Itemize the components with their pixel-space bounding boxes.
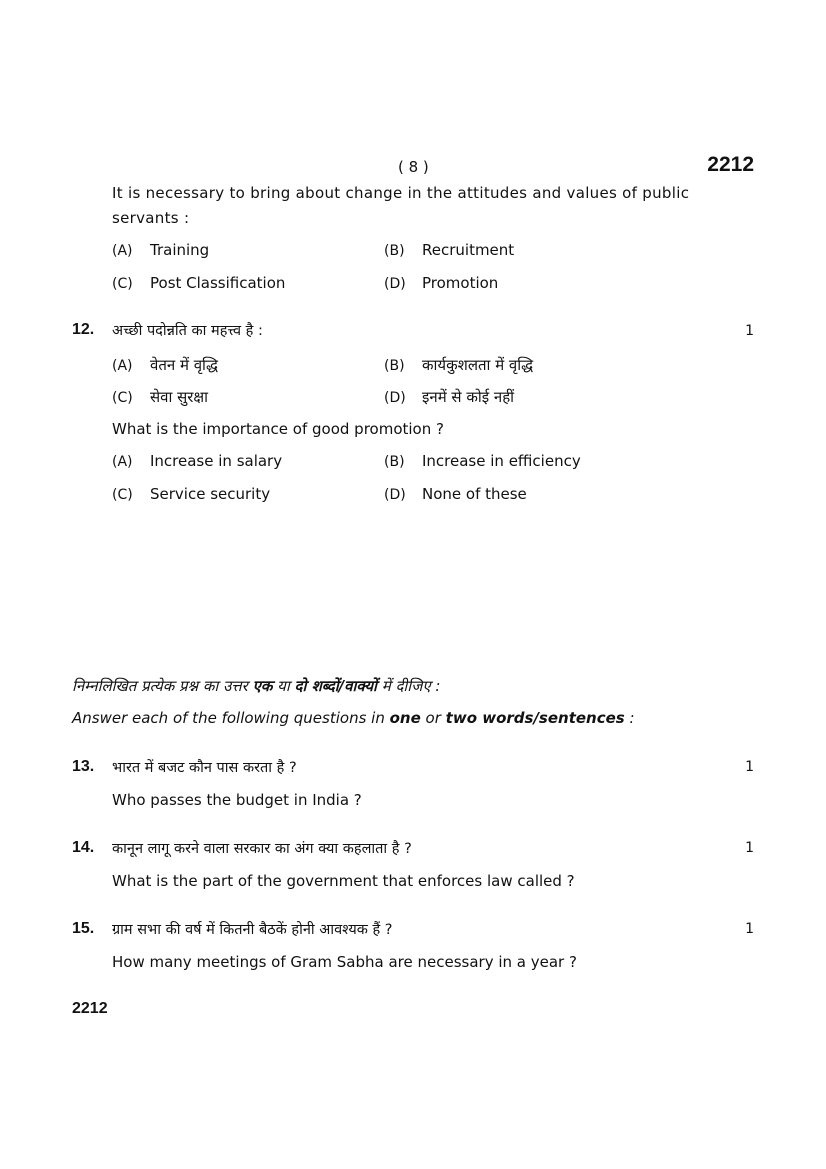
- instruction-hindi-pre: निम्नलिखित प्रत्येक प्रश्न का उत्तर: [72, 677, 253, 695]
- instruction-english-bold2: two words/sentences: [445, 709, 625, 727]
- q12-hindi-option-a: [112, 355, 218, 375]
- paper-code-footer: 2212: [72, 1000, 108, 1017]
- q11-option-c: [112, 274, 285, 292]
- q12-hindi-option-b: [384, 355, 533, 375]
- option-text: Recruitment: [422, 241, 515, 259]
- q11-text-line2: servants :: [112, 209, 190, 227]
- option-label: (C): [112, 487, 133, 503]
- option-text: Increase in salary: [150, 452, 283, 470]
- option-text: Service security: [150, 485, 271, 503]
- q14-number: 14.: [72, 839, 95, 856]
- option-text: None of these: [422, 485, 527, 503]
- option-label: (D): [384, 390, 406, 406]
- option-label: (C): [112, 276, 133, 292]
- option-label: (D): [384, 276, 406, 292]
- q12-marks: 1: [745, 323, 754, 339]
- option-label: (A): [112, 358, 133, 374]
- q14-hindi-text: कानून लागू करने वाला सरकार का अंग क्या कहलाता है ?: [112, 841, 412, 857]
- page-number: ( 8 ): [398, 158, 429, 176]
- option-label: (B): [384, 454, 405, 470]
- option-text: Increase in efficiency: [422, 452, 581, 470]
- instruction-english-bold1: one: [389, 709, 421, 727]
- paper-code-header: 2212: [707, 153, 754, 176]
- option-text: इनमें से कोई नहीं: [422, 388, 515, 406]
- instruction-hindi: [72, 676, 440, 696]
- instruction-hindi-post: में दीजिए :: [376, 677, 441, 695]
- option-label: (B): [384, 243, 405, 259]
- instruction-hindi-mid: या: [272, 677, 295, 695]
- q12-hindi-option-d: [384, 387, 514, 407]
- q12-english-text: What is the importance of good promotion ?: [112, 420, 444, 438]
- q13-number: 13.: [72, 758, 95, 775]
- option-label: (A): [112, 454, 133, 470]
- option-label: (A): [112, 243, 133, 259]
- q12-hindi-option-c: [112, 387, 208, 407]
- instruction-english-post: :: [624, 709, 635, 727]
- instruction-english-mid: or: [420, 709, 446, 727]
- q11-option-b: [384, 241, 514, 259]
- option-text: कार्यकुशलता में वृद्धि: [422, 356, 534, 374]
- q15-english-text: How many meetings of Gram Sabha are necessary in a year ?: [112, 953, 577, 971]
- option-label: (C): [112, 390, 133, 406]
- q12-hindi-text: अच्छी पदोन्नति का महत्त्व है :: [112, 323, 263, 339]
- q12-option-c: [112, 485, 270, 503]
- instruction-hindi-bold1: एक: [252, 677, 273, 695]
- q15-number: 15.: [72, 920, 95, 937]
- option-text: Promotion: [422, 274, 499, 292]
- q12-option-d: [384, 485, 527, 503]
- q14-english-text: What is the part of the government that enforces law called ?: [112, 872, 575, 890]
- q11-text-line1: It is necessary to bring about change in the attitudes and values of public: [112, 184, 690, 202]
- q12-number: 12.: [72, 321, 95, 338]
- instruction-english: [72, 709, 635, 727]
- q11-option-d: [384, 274, 498, 292]
- q13-hindi-text: भारत में बजट कौन पास करता है ?: [112, 760, 297, 776]
- option-text: वेतन में वृद्धि: [150, 356, 218, 374]
- instruction-english-pre: Answer each of the following questions in: [72, 709, 390, 727]
- option-label: (D): [384, 487, 406, 503]
- q13-marks: 1: [745, 759, 754, 775]
- option-text: सेवा सुरक्षा: [150, 388, 209, 406]
- q12-option-b: [384, 452, 581, 470]
- option-label: (B): [384, 358, 405, 374]
- option-text: Training: [150, 241, 210, 259]
- option-text: Post Classification: [150, 274, 286, 292]
- q12-option-a: [112, 452, 282, 470]
- q13-english-text: Who passes the budget in India ?: [112, 791, 362, 809]
- instruction-hindi-bold2: दो शब्दों/वाक्यों: [294, 677, 377, 695]
- q11-option-a: [112, 241, 209, 259]
- q14-marks: 1: [745, 840, 754, 856]
- q15-marks: 1: [745, 921, 754, 937]
- q15-hindi-text: ग्राम सभा की वर्ष में कितनी बैठकें होनी आवश्यक हैं ?: [112, 922, 393, 938]
